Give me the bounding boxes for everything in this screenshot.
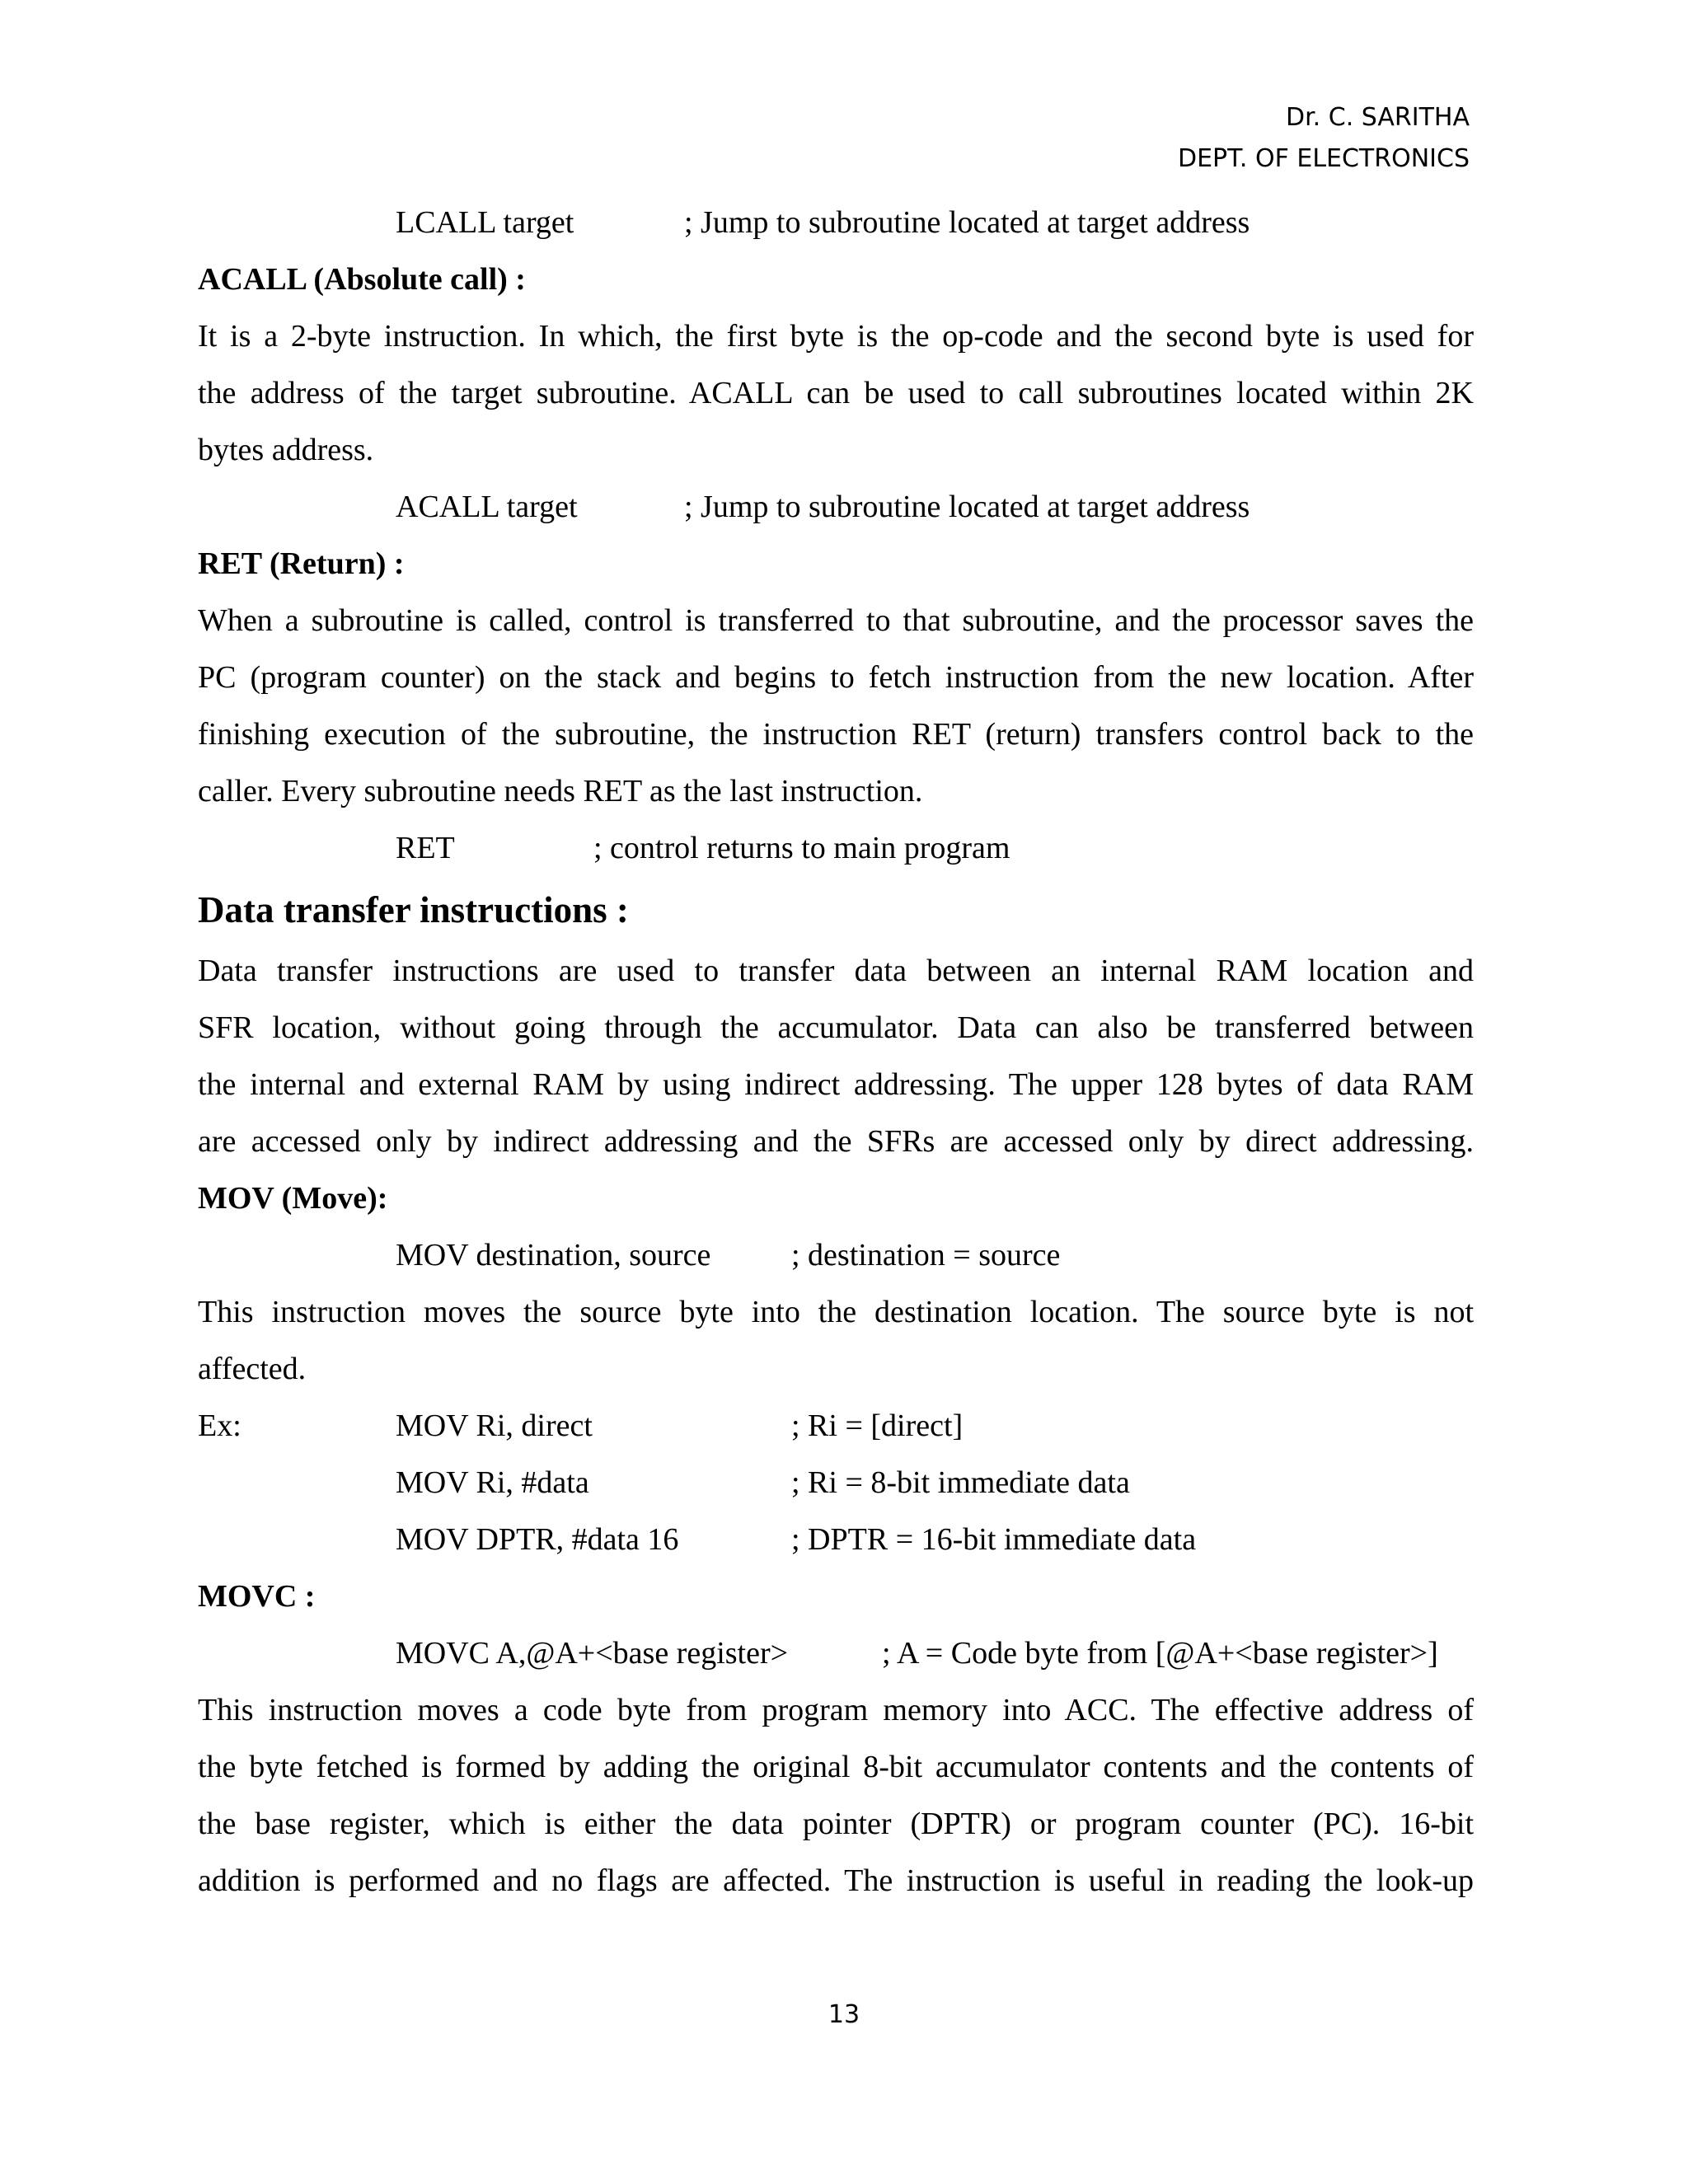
code-comment: ; DPTR = 16-bit immediate data xyxy=(791,1522,1197,1557)
page-number: 13 xyxy=(828,2000,860,2029)
code-line-ret xyxy=(198,820,1474,877)
section-heading: Data transfer instructions : xyxy=(198,889,629,930)
code-comment: ; Ri = 8-bit immediate data xyxy=(791,1465,1130,1500)
code-comment: ; A = Code byte from [@A+<base register>] xyxy=(882,1636,1438,1671)
movc-text-line: the byte fetched is formed by adding the original 8-bit accumulator contents and the contents of xyxy=(198,1750,1474,1784)
code-instruction: MOV Ri, #data xyxy=(396,1465,589,1500)
code-instruction: MOV DPTR, #data 16 xyxy=(396,1522,679,1557)
code-comment: ; Jump to subroutine located at target address xyxy=(684,205,1250,240)
code-line-movc-syntax xyxy=(198,1625,1474,1682)
header-author: Dr. C. SARITHA xyxy=(1286,103,1470,132)
ret-text-line: finishing execution of the subroutine, the instruction RET (return) transfers control back to the xyxy=(198,717,1474,752)
acall-text-line: bytes address. xyxy=(198,433,374,467)
acall-heading: ACALL (Absolute call) : xyxy=(198,262,526,297)
code-instruction: ACALL target xyxy=(396,490,578,524)
acall-text-line: It is a 2-byte instruction. In which, the first byte is the op-code and the second byte is used for xyxy=(198,319,1474,354)
data-transfer-text-line: SFR location, without going through the accumulator. Data can also be transferred between xyxy=(198,1010,1474,1045)
ret-text-line: caller. Every subroutine needs RET as the last instruction. xyxy=(198,774,923,808)
ret-heading: RET (Return) : xyxy=(198,546,405,581)
data-transfer-text-line: are accessed only by indirect addressing and the SFRs are accessed only by direct addressing. xyxy=(198,1124,1474,1159)
ret-text-line: PC (program counter) on the stack and begins to fetch instruction from the new location. After xyxy=(198,660,1474,695)
page-header xyxy=(1178,97,1470,180)
movc-text-line: addition is performed and no flags are affected. The instruction is useful in reading the look-up xyxy=(198,1863,1474,1898)
code-instruction: RET xyxy=(396,831,455,865)
data-transfer-text-line: Data transfer instructions are used to transfer data between an internal RAM location and xyxy=(198,954,1474,988)
code-instruction: LCALL target xyxy=(396,205,574,240)
code-comment: ; destination = source xyxy=(791,1238,1061,1272)
code-instruction: MOV Ri, direct xyxy=(396,1408,593,1443)
movc-text-line: This instruction moves a code byte from program memory into ACC. The effective address of xyxy=(198,1693,1474,1727)
code-line-acall xyxy=(198,479,1474,536)
code-instruction: MOV destination, source xyxy=(396,1238,711,1272)
code-line-lcall xyxy=(198,194,1474,251)
header-department: DEPT. OF ELECTRONICS xyxy=(1177,144,1470,173)
code-instruction: MOVC A,@A+<base register> xyxy=(396,1636,789,1671)
mov-heading: MOV (Move): xyxy=(198,1181,388,1216)
code-comment: ; control returns to main program xyxy=(593,831,1010,865)
movc-heading: MOVC : xyxy=(198,1579,316,1614)
code-line-mov-example xyxy=(198,1511,1474,1568)
movc-text-line: the base register, which is either the data pointer (DPTR) or program counter (PC). 16-bit xyxy=(198,1807,1474,1841)
code-comment: ; Jump to subroutine located at target address xyxy=(684,490,1250,524)
code-line-mov-example xyxy=(198,1455,1474,1511)
mov-text-line: affected. xyxy=(198,1352,307,1386)
ret-text-line: When a subroutine is called, control is transferred to that subroutine, and the processor saves the xyxy=(198,603,1474,638)
acall-text-line: the address of the target subroutine. ACALL can be used to call subroutines located within 2K xyxy=(198,376,1474,410)
mov-text-line: This instruction moves the source byte into the destination location. The source byte is not xyxy=(198,1295,1474,1329)
data-transfer-text-line: the internal and external RAM by using indirect addressing. The upper 128 bytes of data RAM xyxy=(198,1067,1474,1102)
example-label: Ex: xyxy=(198,1408,241,1443)
code-comment: ; Ri = [direct] xyxy=(791,1408,964,1443)
code-line-mov-syntax xyxy=(198,1227,1474,1284)
code-line-mov-example xyxy=(198,1398,1474,1455)
page-content xyxy=(198,194,1474,1910)
